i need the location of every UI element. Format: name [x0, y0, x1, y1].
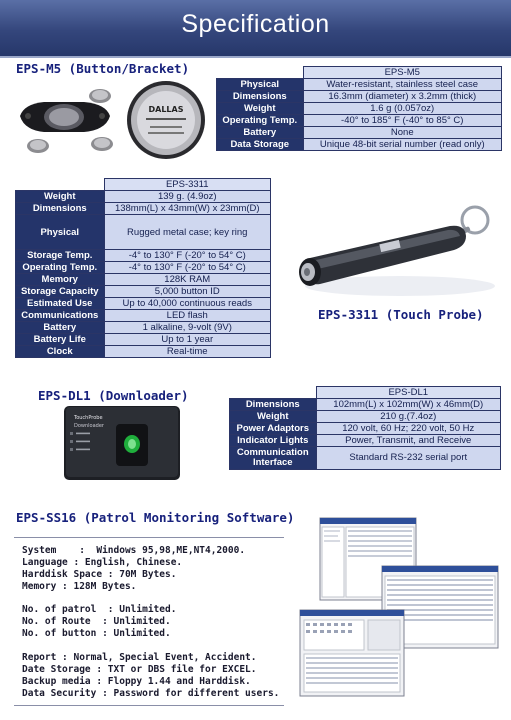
spec-label: Battery Life [16, 334, 105, 346]
table-row [217, 91, 502, 103]
spec-label: Dimensions [230, 399, 317, 411]
spec-value: Up to 1 year [104, 334, 271, 346]
spec-label: Estimated Use [16, 298, 105, 310]
eps-dl1-heading: EPS-DL1 (Downloader) [38, 388, 189, 403]
spec-label: Power Adaptors [230, 423, 317, 435]
spec-label: Storage Temp. [16, 250, 105, 262]
spec-label: Dimensions [16, 203, 105, 215]
spec-value: -40° to 185° F (-40° to 85° C) [303, 115, 502, 127]
table-row [16, 334, 271, 346]
spec-value: Up to 40,000 continuous reads [104, 298, 271, 310]
spec-value: 16.3mm (diameter) x 3.2mm (thick) [303, 91, 502, 103]
eps-m5-model-header: EPS-M5 [303, 67, 502, 79]
spec-label: Communication Interface [230, 447, 317, 470]
spec-label: Operating Temp. [217, 115, 304, 127]
table-row [16, 286, 271, 298]
spec-value: 128K RAM [104, 274, 271, 286]
software-screenshots-photo [298, 516, 504, 716]
software-spec-line: Data Security : Password for different users. [22, 688, 280, 699]
spec-label: Dimensions [217, 91, 304, 103]
downloader-subtitle-text: Downloader [74, 423, 104, 429]
eps-m5-photo [14, 76, 210, 164]
downloader-title-text: TouchProbe [74, 415, 103, 421]
eps-3311-heading: EPS-3311 (Touch Probe) [318, 307, 484, 322]
spec-value: Standard RS-232 serial port [316, 447, 501, 470]
spec-value: Unique 48-bit serial number (read only) [303, 139, 502, 151]
spec-label: Indicator Lights [230, 435, 317, 447]
table-row [230, 423, 501, 435]
spec-label: Weight [230, 411, 317, 423]
table-row [16, 191, 271, 203]
spec-label: Weight [217, 103, 304, 115]
spec-label: Physical [16, 215, 105, 250]
software-spec-line: Language : English, Chinese. [22, 557, 183, 568]
divider [14, 537, 284, 538]
eps-ss16-heading: EPS-SS16 (Patrol Monitoring Software) [16, 510, 295, 525]
table-row [16, 215, 271, 250]
spec-label: Battery [16, 322, 105, 334]
downloader-photo [62, 402, 182, 482]
empty-cell [230, 387, 317, 399]
software-spec-line: No. of patrol : Unlimited. [22, 604, 177, 615]
spec-label: Communications [16, 310, 105, 322]
table-row [230, 411, 501, 423]
table-row [217, 103, 502, 115]
table-row [16, 274, 271, 286]
table-row [217, 139, 502, 151]
spec-value: Rugged metal case; key ring [104, 215, 271, 250]
table-row [16, 322, 271, 334]
table-row [230, 399, 501, 411]
table-row [16, 310, 271, 322]
software-spec-line: No. of Route : Unlimited. [22, 616, 171, 627]
eps-m5-table [216, 66, 502, 151]
spec-label: Physical [217, 79, 304, 91]
eps-dl1-table [229, 386, 501, 470]
software-spec-line: No. of button : Unlimited. [22, 628, 171, 639]
spec-label: Memory [16, 274, 105, 286]
spec-label: Weight [16, 191, 105, 203]
software-spec-line: Memory : 128M Bytes. [22, 581, 137, 592]
table-row [230, 435, 501, 447]
spec-value: 138mm(L) x 43mm(W) x 23mm(D) [104, 203, 271, 215]
spec-value: 5,000 button ID [104, 286, 271, 298]
spec-label: Clock [16, 346, 105, 358]
page-banner [0, 0, 511, 58]
table-row [16, 203, 271, 215]
spec-label: Storage Capacity [16, 286, 105, 298]
table-row [16, 346, 271, 358]
spec-value: Water-resistant, stainless steel case [303, 79, 502, 91]
table-row [217, 79, 502, 91]
spec-value: -4° to 130° F (-20° to 54° C) [104, 250, 271, 262]
spec-value: -4° to 130° F (-20° to 54° C) [104, 262, 271, 274]
spec-value: LED flash [104, 310, 271, 322]
spec-label: Operating Temp. [16, 262, 105, 274]
eps-m5-heading: EPS-M5 (Button/Bracket) [16, 61, 190, 76]
table-row [16, 250, 271, 262]
table-row [217, 115, 502, 127]
button-brand-text: DALLAS [148, 105, 184, 114]
table-row [230, 447, 501, 470]
empty-cell [16, 179, 105, 191]
spec-value: 210 g.(7.4oz) [316, 411, 501, 423]
software-spec-line: Backup media : Floppy 1.44 and Harddisk. [22, 676, 251, 687]
software-spec-line: Harddisk Space : 70M Bytes. [22, 569, 177, 580]
table-row [16, 298, 271, 310]
spec-value: Real-time [104, 346, 271, 358]
spec-value: None [303, 127, 502, 139]
software-spec-line: Report : Normal, Special Event, Accident. [22, 652, 257, 663]
spec-label: Battery [217, 127, 304, 139]
spec-value: 120 volt, 60 Hz; 220 volt, 50 Hz [316, 423, 501, 435]
spec-value: 102mm(L) x 102mm(W) x 46mm(D) [316, 399, 501, 411]
software-spec-line: System : Windows 95,98,ME,NT4,2000. [22, 545, 246, 556]
spec-value: 139 g. (4.9oz) [104, 191, 271, 203]
eps-3311-table [15, 178, 271, 358]
software-spec-line: Date Storage : TXT or DBS file for EXCEL. [22, 664, 257, 675]
touch-probe-photo [290, 196, 502, 300]
spec-label: Data Storage [217, 139, 304, 151]
spec-value: 1.6 g (0.057oz) [303, 103, 502, 115]
page-title: Specification [181, 10, 330, 38]
table-row [16, 262, 271, 274]
empty-cell [217, 67, 304, 79]
divider [14, 705, 284, 706]
spec-value: Power, Transmit, and Receive [316, 435, 501, 447]
eps-dl1-model-header: EPS-DL1 [316, 387, 501, 399]
table-row [217, 127, 502, 139]
spec-value: 1 alkaline, 9-volt (9V) [104, 322, 271, 334]
eps-3311-model-header: EPS-3311 [104, 179, 271, 191]
